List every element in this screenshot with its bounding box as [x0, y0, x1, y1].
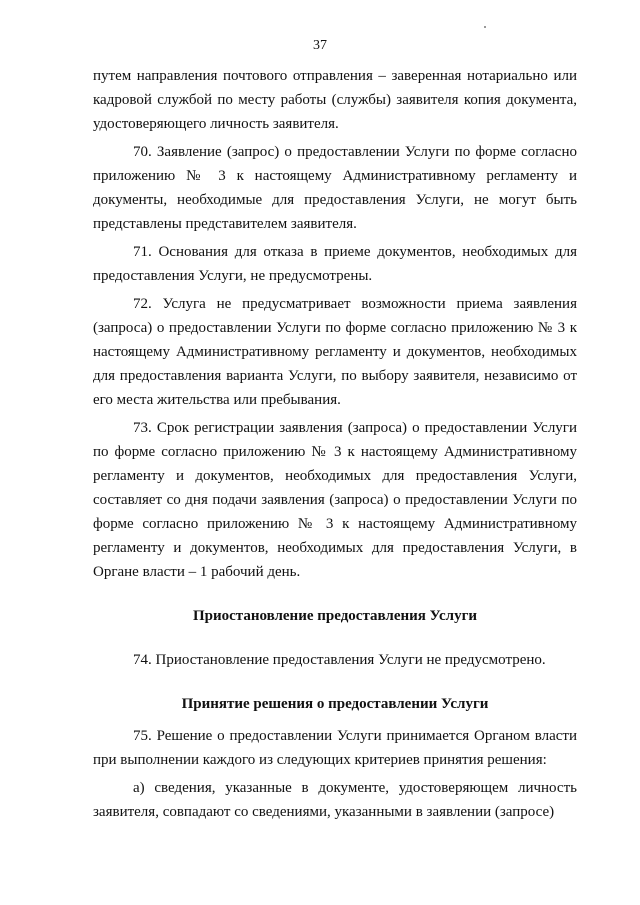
section-heading-decision: Принятие решения о предоставлении Услуги: [181, 696, 489, 712]
paragraph-73: 73. Срок регистрации заявления (запроса) о предоставлении Услуги по форме согласно приложению № 3 к настоящему Административному регламенту и документов, необходимых для предоставления Услуги, составляет со дня подачи заявления (запроса) о предоставлении Услуги по форме согласно приложению № 3 к настоящему Административному регламенту и документов, необходимых для предоставления Услуги, в Органе власти – 1 рабочий день.: [93, 420, 577, 580]
paragraph-72: 72. Услуга не предусматривает возможности приема заявления (запроса) о предоставлении Услуги по форме согласно приложению № 3 к настоящему Административному регламенту и документов, необходимых для предоставления варианта Услуги, по выбору заявителя, независимо от его места жительства или пребывания.: [93, 296, 577, 408]
paragraph-71: 71. Основания для отказа в приеме документов, необходимых для предоставления Услуги, не предусмотрены.: [93, 244, 577, 284]
paragraph-75: 75. Решение о предоставлении Услуги принимается Органом власти при выполнении каждого из следующих критериев принятия решения:: [93, 728, 577, 768]
scan-speck: [484, 26, 486, 28]
paragraph-75-item-a: а) сведения, указанные в документе, удостоверяющем личность заявителя, совпадают со сведениями, указанными в заявлении (запросе): [93, 780, 577, 820]
section-heading-suspension: Приостановление предоставления Услуги: [192, 608, 478, 624]
page-number: 37: [313, 38, 327, 53]
paragraph-74: 74. Приостановление предоставления Услуги не предусмотрено.: [133, 652, 546, 668]
paragraph-continuation: путем направления почтового отправления – заверенная нотариально или кадровой службой по месту работы (службы) заявителя копия документа, удостоверяющего личность заявителя.: [93, 68, 577, 132]
paragraph-70: 70. Заявление (запрос) о предоставлении Услуги по форме согласно приложению № 3 к настоящему Административному регламенту и документы, необходимые для предоставления Услуги, не могут быть представлены представителем заявителя.: [93, 144, 577, 232]
document-body: [93, 64, 577, 824]
